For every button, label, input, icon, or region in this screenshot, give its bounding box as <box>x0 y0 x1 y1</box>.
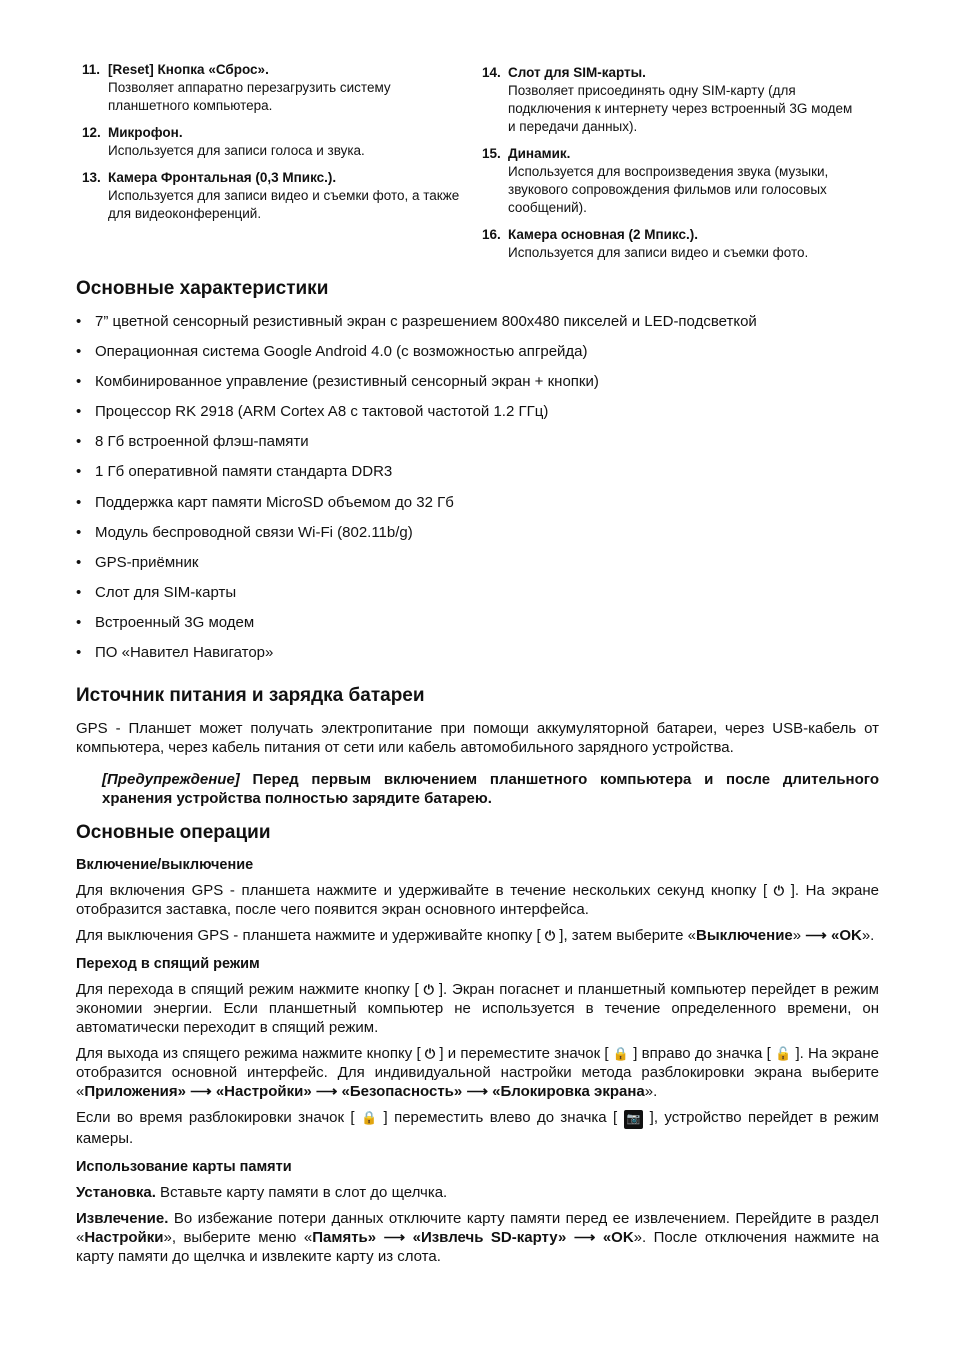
feature-text: Слот для SIM-карты <box>95 583 237 601</box>
arrow-right-icon: ⟶ <box>805 927 827 945</box>
power-icon: ⏻ <box>423 982 434 998</box>
lock-icon: 🔒 <box>360 1110 378 1126</box>
bullet: • <box>76 463 82 481</box>
text: ». <box>644 1083 658 1101</box>
item-description: Используется для записи видео и съемки фото, а также для видеоконференций. <box>108 188 460 221</box>
list-item <box>482 226 862 262</box>
arrow-right-icon: ⟶ <box>315 1083 338 1101</box>
power-icon: ⏻ <box>773 883 785 899</box>
items-right-column <box>482 64 862 271</box>
text: Для выхода из спящего режима нажмите кнопку [ <box>76 1045 425 1063</box>
feature-text: GPS-приёмник <box>95 553 199 571</box>
arrow-right-icon: ⟶ <box>383 1229 406 1247</box>
feature-item <box>76 402 879 432</box>
text: ], затем выберите « <box>555 927 696 945</box>
menu-screen-lock: Блокировка экрана <box>500 1083 645 1101</box>
feature-item <box>76 553 879 583</box>
text: ]. Экран погаснет и планшетный компьютер перейдет в режим экономии энергии. Если планшетный компьютер не используется в течение определенного времени, он автоматически переходит в спящий режим. <box>76 981 879 1037</box>
feature-item <box>76 493 879 523</box>
text: ». После отключения нажмите на карту памяти до щелчка и извлеките карту из слота. <box>76 1229 880 1266</box>
bullet: • <box>76 553 82 571</box>
text: », выберите меню « <box>163 1229 313 1247</box>
text: ». <box>861 927 875 945</box>
text: ], устройство перейдет в режим камеры. <box>76 1109 879 1148</box>
text: Вставьте карту памяти в слот до щелчка. <box>155 1184 448 1202</box>
item-heading: Камера Фронтальная (0,3 Мпикс.). <box>108 170 337 185</box>
power-icon: ⏻ <box>544 928 556 944</box>
text: « <box>215 1083 225 1101</box>
menu-security: Безопасность <box>349 1083 454 1101</box>
menu-memory: Память <box>312 1229 368 1247</box>
text: » <box>177 1083 191 1101</box>
wake-paragraph <box>76 1044 879 1101</box>
list-item <box>482 145 862 217</box>
onoff-heading: Включение/выключение <box>76 857 254 874</box>
list-item <box>82 61 462 115</box>
text: ]. На экране отобразится заставка, после чего появится экран основного интерфейса. <box>76 882 879 919</box>
features-list <box>76 312 879 673</box>
text: ] вправо до значка [ <box>629 1045 776 1063</box>
text: « <box>341 1083 350 1101</box>
power-on-paragraph <box>76 881 879 919</box>
feature-text: Комбинированное управление (резистивный сенсорный экран + кнопки) <box>95 373 599 391</box>
text: » <box>303 1083 316 1101</box>
sleep-heading: Переход в спящий режим <box>76 956 260 973</box>
feature-item <box>76 312 879 342</box>
item-heading: Камера основная (2 Мпикс.). <box>508 227 699 242</box>
install-paragraph <box>76 1183 879 1202</box>
arrow-right-icon: ⟶ <box>466 1083 488 1101</box>
feature-text: Процессор RK 2918 (ARM Cortex A8 с тактовой частотой 1.2 ГГц) <box>95 403 549 421</box>
item-number: 15. <box>482 146 501 161</box>
item-heading: Слот для SIM-карты. <box>508 65 646 80</box>
text: « <box>826 927 840 945</box>
item-description: Позволяет аппаратно перезагрузить систему планшетного компьютера. <box>108 80 391 113</box>
bullet: • <box>76 583 82 601</box>
feature-text: ПО «Навител Навигатор» <box>95 644 274 662</box>
power-icon: ⏻ <box>424 1046 436 1062</box>
unlock-icon: 🔓 <box>775 1046 792 1062</box>
item-heading: [Reset] Кнопка «Сброс». <box>108 62 269 77</box>
menu-settings: Настройки <box>84 1229 164 1247</box>
bullet: • <box>76 523 82 541</box>
text: » <box>792 927 806 945</box>
list-item <box>82 169 462 223</box>
bullet: • <box>76 343 82 361</box>
feature-text: Встроенный 3G модем <box>95 613 255 631</box>
warning-paragraph <box>76 770 879 808</box>
text: Для перехода в спящий режим нажмите кнопку [ <box>76 981 424 999</box>
arrow-right-icon: ⟶ <box>573 1229 596 1247</box>
menu-settings: Настройки <box>224 1083 304 1101</box>
item-number: 12. <box>82 125 101 140</box>
bullet: • <box>76 493 82 511</box>
feature-text: 8 Гб встроенной флэш-памяти <box>95 433 309 451</box>
item-description: Используется для записи видео и съемки фото. <box>508 245 809 260</box>
power-heading: Источник питания и зарядка батареи <box>76 685 425 707</box>
feature-item <box>76 462 879 492</box>
arrow-right-icon: ⟶ <box>190 1083 212 1101</box>
remove-label: Извлечение. <box>76 1210 169 1228</box>
bullet: • <box>76 403 82 421</box>
warning-text: Перед первым включением планшетного компьютера и после длительного хранения устройства полностью зарядите батарею. <box>102 771 879 808</box>
feature-text: 1 Гб оперативной памяти стандарта DDR3 <box>95 463 393 481</box>
list-item <box>82 124 462 160</box>
item-number: 11. <box>82 62 101 77</box>
text: Для включения GPS - планшета нажмите и удерживайте в течение нескольких секунд кнопку [ <box>76 882 774 900</box>
item-heading: Динамик. <box>508 146 571 161</box>
bullet: • <box>76 613 82 631</box>
item-description: Используется для воспроизведения звука (музыки, звукового сопровождения фильмов или голосовых сообщений). <box>508 164 829 215</box>
bullet: • <box>76 313 82 330</box>
text: « <box>492 1083 501 1101</box>
feature-item <box>76 432 879 462</box>
bullet: • <box>76 433 82 451</box>
operations-heading: Основные операции <box>76 822 271 844</box>
feature-item <box>76 643 879 673</box>
menu-shutdown: Выключение <box>695 927 793 945</box>
menu-apps: Приложения <box>84 1083 178 1101</box>
item-description: Используется для записи голоса и звука. <box>108 143 365 158</box>
lock-icon: 🔒 <box>612 1046 630 1062</box>
item-description: Позволяет присоединять одну SIM-карту (для подключения к интернету через встроенный 3G модем и передачи данных). <box>508 83 853 134</box>
feature-text: Модуль беспроводной связи Wi-Fi (802.11b/g) <box>95 523 413 541</box>
text: Для выключения GPS - планшета нажмите и удерживайте кнопку [ <box>76 927 545 945</box>
feature-text: Поддержка карт памяти MicroSD объемом до 32 Гб <box>95 493 454 511</box>
text: » <box>557 1229 574 1247</box>
feature-item <box>76 342 879 372</box>
menu-ok: OK <box>611 1229 634 1247</box>
item-number: 13. <box>82 170 101 185</box>
feature-item <box>76 613 879 643</box>
item-number: 14. <box>482 65 501 80</box>
menu-eject-sd: Извлечь SD-карту <box>420 1229 558 1247</box>
feature-item <box>76 583 879 613</box>
menu-ok: OK <box>839 927 862 945</box>
bullet: • <box>76 373 82 391</box>
camera-paragraph <box>76 1108 879 1148</box>
text: ] переместить влево до значка [ <box>377 1109 624 1127</box>
bullet: • <box>76 644 82 662</box>
text: Во избежание потери данных отключите карту памяти перед ее извлечением. Перейдите в раздел « <box>76 1210 879 1247</box>
remove-paragraph <box>76 1209 879 1266</box>
feature-item <box>76 523 879 553</box>
main-content <box>76 276 879 1273</box>
feature-text: Операционная система Google Android 4.0 (с возможностью апгрейда) <box>95 343 588 361</box>
camera-icon: 📷 <box>624 1110 644 1129</box>
text: ]. На экране отобразится основной интерфейс. Для индивидуальной настройки метода разблокировки экрана выберите « <box>76 1045 879 1101</box>
items-left-column <box>82 61 462 232</box>
power-paragraph: GPS - Планшет может получать электропитание при помощи аккумуляторной батареи, через USB-кабель от компьютера, через кабель питания от сети или кабель автомобильного зарядного устройства. <box>76 720 879 757</box>
text: ] и переместите значок [ <box>435 1045 613 1063</box>
text: » <box>367 1229 384 1247</box>
sleep-paragraph <box>76 980 879 1037</box>
power-off-paragraph <box>76 926 879 945</box>
text: Если во время разблокировки значок [ <box>76 1109 361 1127</box>
card-heading: Использование карты памяти <box>76 1159 292 1176</box>
install-label: Установка. <box>76 1184 156 1202</box>
text: « <box>602 1229 612 1247</box>
feature-item <box>76 372 879 402</box>
item-number: 16. <box>482 227 501 242</box>
features-heading: Основные характеристики <box>76 278 329 299</box>
text: « <box>412 1229 421 1247</box>
item-heading: Микрофон. <box>108 125 183 140</box>
list-item <box>482 64 862 136</box>
text: » <box>453 1083 467 1101</box>
warning-label: [Предупреждение] <box>102 771 240 789</box>
feature-text: 7” цветной сенсорный резистивный экран с разрешением 800x480 пикселей и LED-подсветкой <box>95 313 757 330</box>
